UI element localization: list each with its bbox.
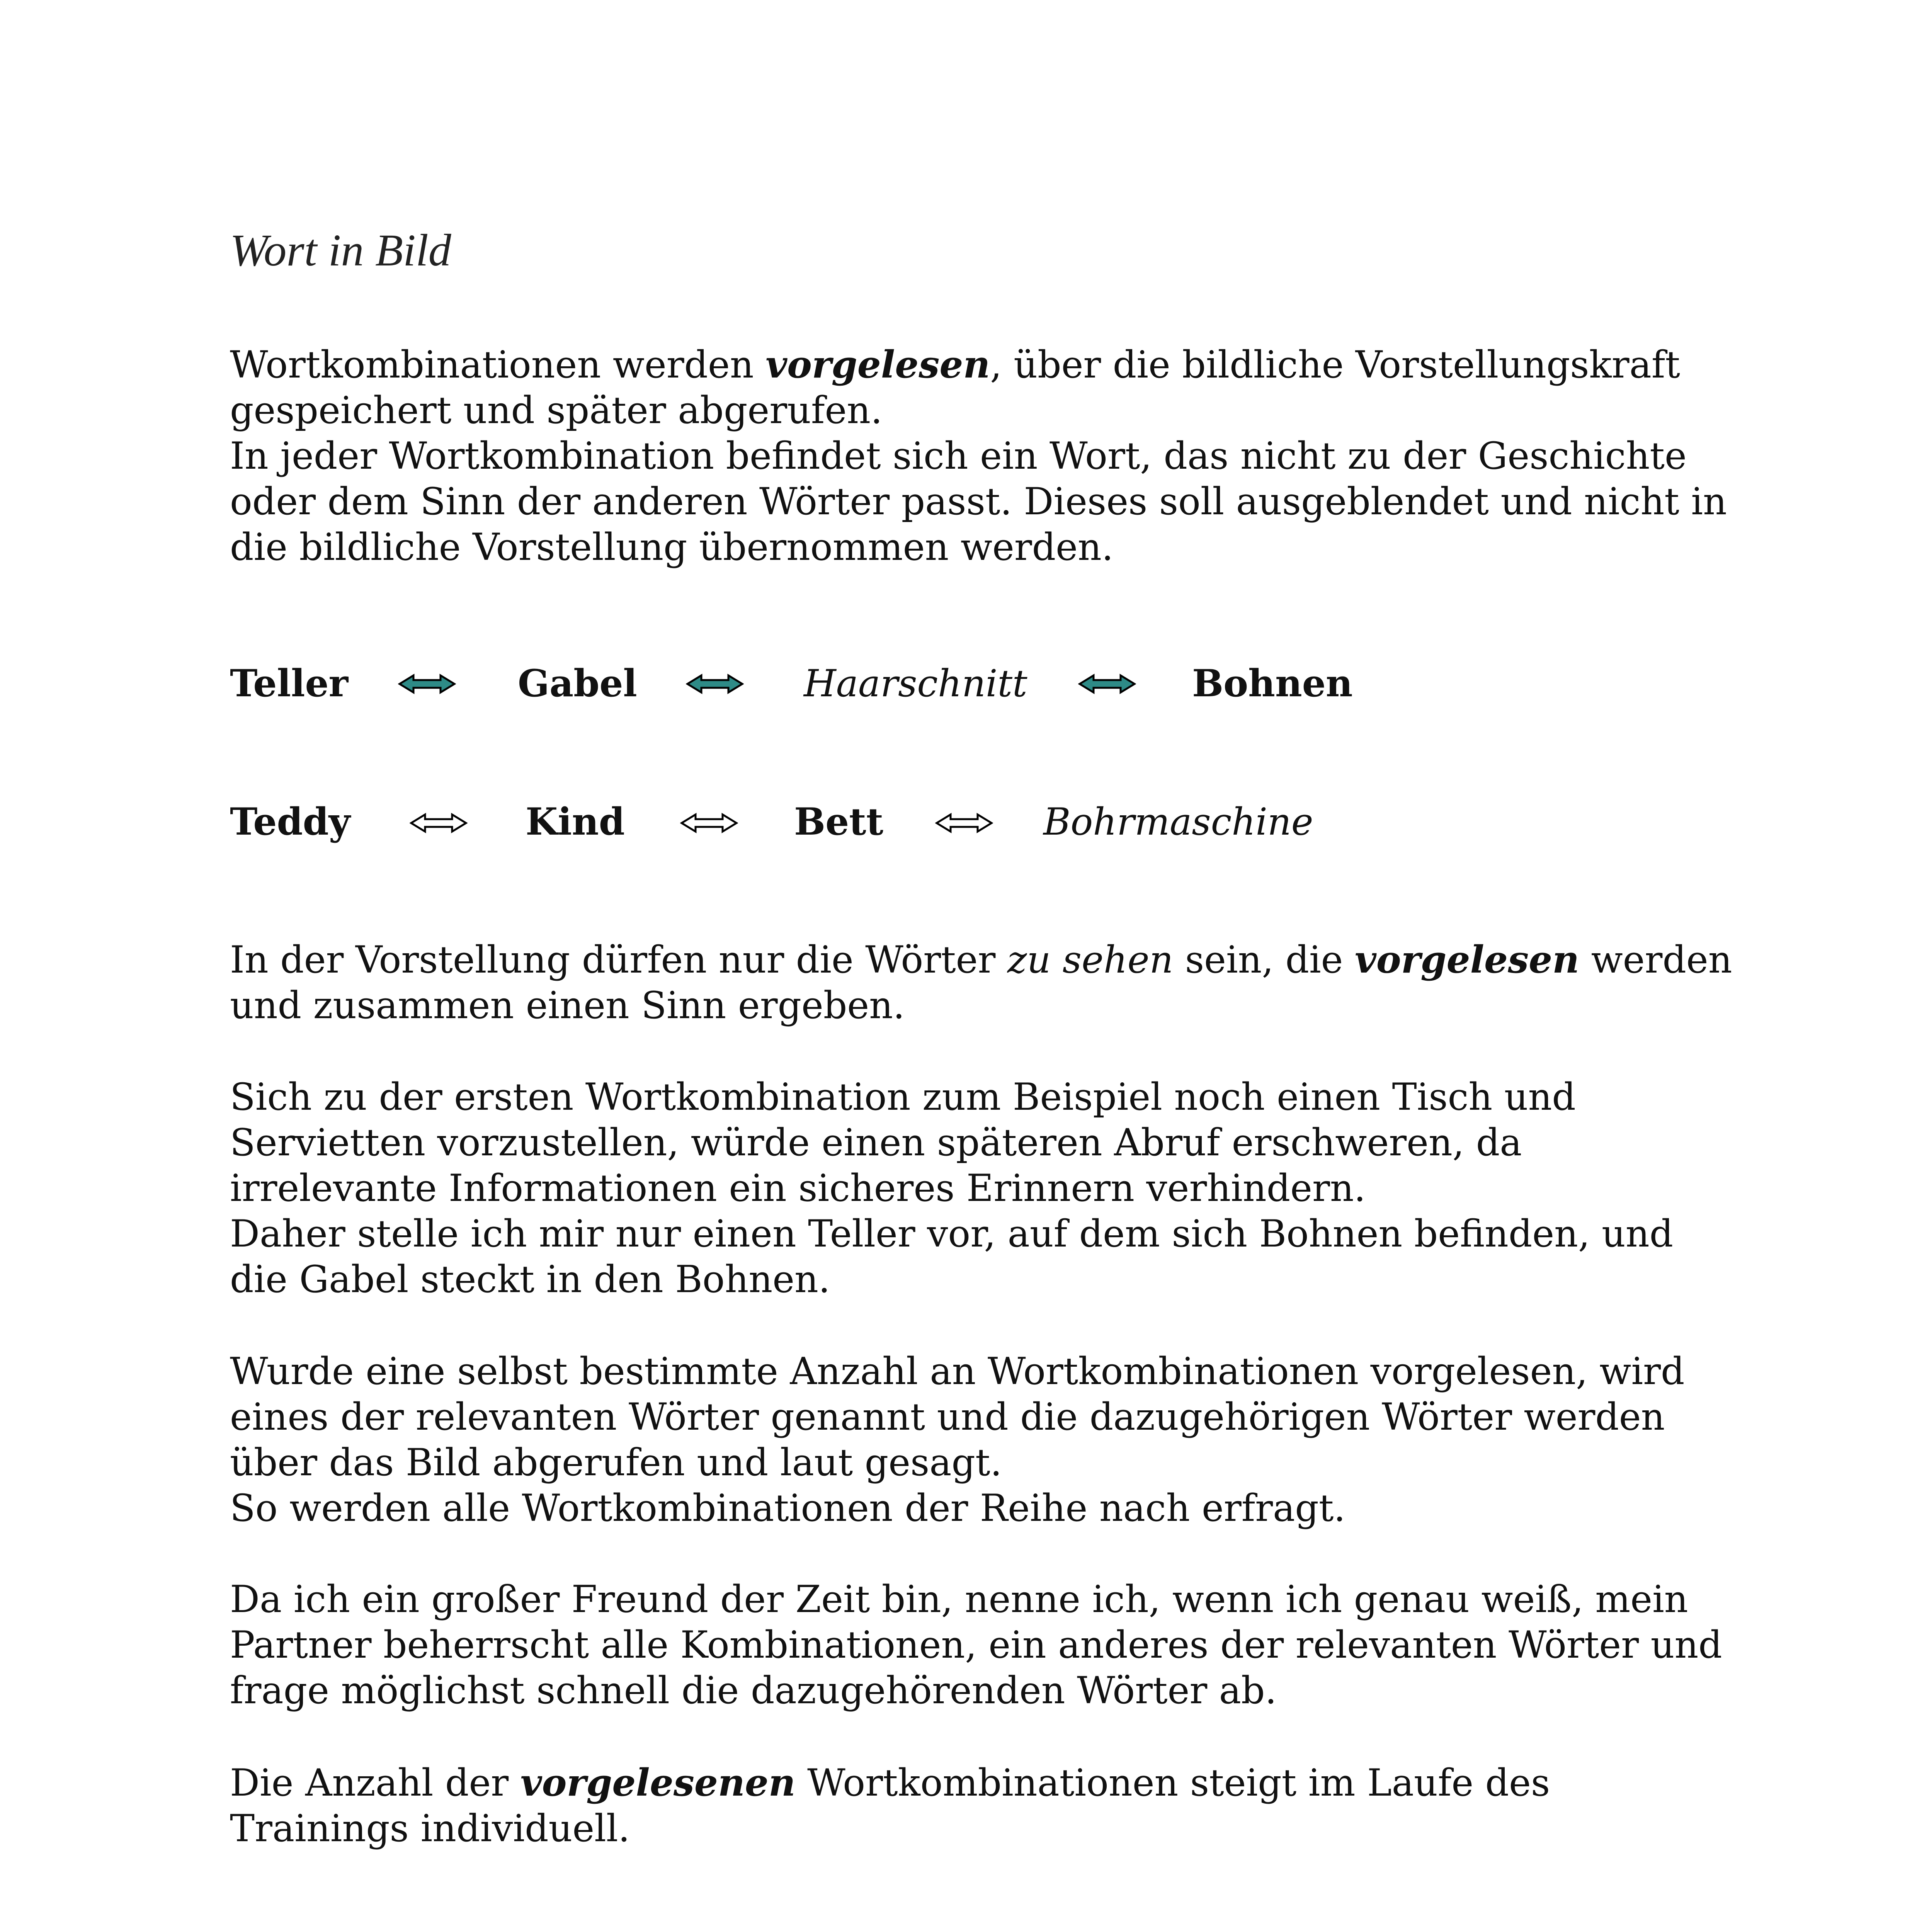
word-irrelevant: Haarschnitt xyxy=(804,662,1027,705)
intro-paragraph xyxy=(230,342,1737,570)
double-arrow-icon xyxy=(686,672,744,696)
word-relevant: Bett xyxy=(794,800,883,844)
word-irrelevant: Bohrmaschine xyxy=(1043,800,1313,844)
text: Da ich ein großer Freund der Zeit bin, nenne ich, wenn ich genau weiß, mein Partner beherrscht alle Kombinationen, ein anderes der relevanten Wörter und frage möglichst schnell die dazugehörenden Wörter ab. xyxy=(230,1578,1722,1712)
paragraph xyxy=(230,1760,1737,1851)
text: sein, die xyxy=(1173,938,1355,981)
emphasis: vorgelesenen xyxy=(520,1761,796,1804)
text: Wortkombinationen steigt im Laufe des Trainings individuell. xyxy=(230,1761,1550,1850)
word-relevant: Teller xyxy=(230,662,349,705)
double-arrow-icon xyxy=(1078,672,1136,696)
word-relevant: Kind xyxy=(526,800,625,844)
emphasis: vorgelesen xyxy=(1354,938,1580,981)
double-arrow-outline-icon xyxy=(935,811,993,835)
text: , über die bildliche Vorstellungskraft gespeichert und später abgerufen. xyxy=(230,343,1680,432)
text: werden und zusammen einen Sinn ergeben. xyxy=(230,938,1732,1027)
paragraph xyxy=(230,1577,1737,1713)
text: In der Vorstellung dürfen nur die Wörter xyxy=(230,938,1007,981)
text: Sich zu der ersten Wortkombination zum Beispiel noch einen Tisch und Servietten vorzustellen, würde einen späteren Abruf erschweren, da irrelevante Informationen ein sicheres Erinnern verhindern. xyxy=(230,1075,1576,1210)
double-arrow-outline-icon xyxy=(680,811,738,835)
emphasis: zu sehen xyxy=(1007,938,1174,981)
text: In jeder Wortkombination befindet sich ein Wort, das nicht zu der Geschichte oder dem Sinn der anderen Wörter passt. Dieses soll ausgeblendet und nicht in die bildliche Vorstellung übernommen werden. xyxy=(230,434,1727,569)
paragraph xyxy=(230,937,1737,1028)
text: Daher stelle ich mir nur einen Teller vor, auf dem sich Bohnen befinden, und die Gabel steckt in den Bohnen. xyxy=(230,1212,1674,1301)
paragraph xyxy=(230,1349,1737,1531)
text: Wortkombinationen werden xyxy=(230,343,766,386)
text: Die Anzahl der xyxy=(230,1761,520,1804)
text: So werden alle Wortkombinationen der Reihe nach erfragt. xyxy=(230,1486,1345,1530)
paragraph xyxy=(230,1074,1737,1302)
text: Wurde eine selbst bestimmte Anzahl an Wortkombinationen vorgelesen, wird eines der relevanten Wörter genannt und die dazugehörigen Wörter werden über das Bild abgerufen und laut gesagt. xyxy=(230,1350,1685,1484)
word-relevant: Bohnen xyxy=(1192,662,1353,705)
double-arrow-icon xyxy=(398,672,456,696)
word-relevant: Gabel xyxy=(518,662,637,705)
section-title: Wort in Bild xyxy=(230,225,451,276)
word-relevant: Teddy xyxy=(230,800,350,844)
emphasis: vorgelesen xyxy=(765,343,990,386)
double-arrow-outline-icon xyxy=(410,811,468,835)
